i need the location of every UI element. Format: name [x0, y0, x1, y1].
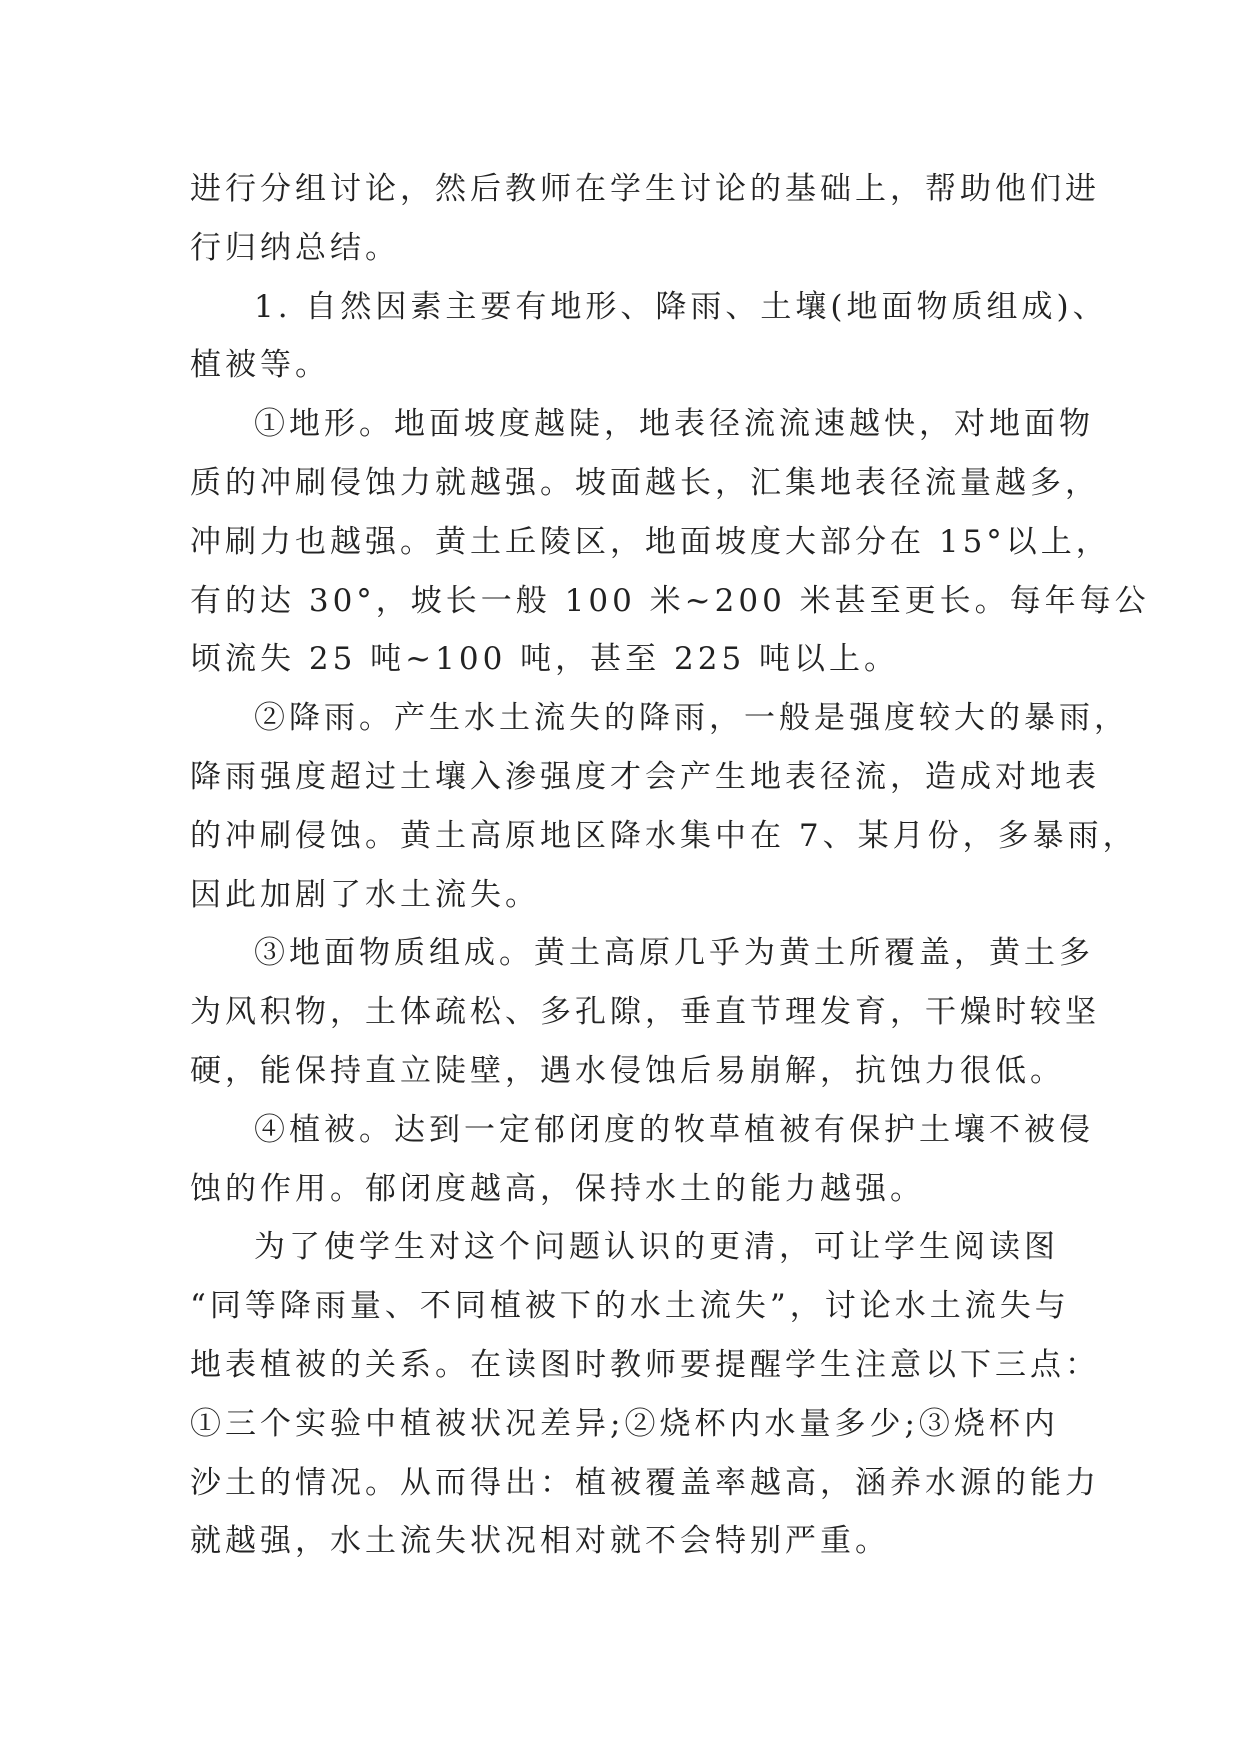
text-line: 有的达 30°，坡长一般 100 米~200 米甚至更长。每年每公	[190, 582, 1150, 619]
text-line: ②降雨。产生水土流失的降雨，一般是强度较大的暴雨，	[254, 700, 1129, 737]
text-line: 植被等。	[190, 347, 330, 384]
text-line: 冲刷力也越强。黄土丘陵区，地面坡度大部分在 15°以上，	[190, 523, 1111, 560]
text-line: 硬，能保持直立陡壁，遇水侵蚀后易崩解，抗蚀力很低。	[190, 1052, 1065, 1089]
text-line: 顷流失 25 吨~100 吨，甚至 225 吨以上。	[190, 641, 900, 678]
text-line: 蚀的作用。郁闭度越高，保持水土的能力越强。	[190, 1170, 925, 1207]
text-line: 的冲刷侵蚀。黄土高原地区降水集中在 7、某月份，多暴雨，	[190, 817, 1138, 854]
text-line: ①地形。地面坡度越陡，地表径流流速越快，对地面物	[254, 406, 1094, 443]
text-line: 1. 自然因素主要有地形、降雨、土壤(地面物质组成)、	[254, 288, 1108, 325]
text-line: 就越强，水土流失状况相对就不会特别严重。	[190, 1523, 890, 1560]
text-line: 地表植被的关系。在读图时教师要提醒学生注意以下三点：	[190, 1346, 1100, 1383]
body-text	[190, 160, 1150, 1571]
text-line: ①三个实验中植被状况差异;②烧杯内水量多少;③烧杯内	[190, 1405, 1059, 1442]
text-line: 为风积物，土体疏松、多孔隙，垂直节理发育，干燥时较坚	[190, 994, 1100, 1031]
text-line: “同等降雨量、不同植被下的水土流失”，讨论水土流失与	[190, 1288, 1070, 1325]
text-line: ③地面物质组成。黄土高原几乎为黄土所覆盖，黄土多	[254, 935, 1094, 972]
text-line: 降雨强度超过土壤入渗强度才会产生地表径流，造成对地表	[190, 758, 1100, 795]
text-line: 为了使学生对这个问题认识的更清，可让学生阅读图	[254, 1229, 1059, 1266]
text-line: 沙土的情况。从而得出：植被覆盖率越高，涵养水源的能力	[190, 1464, 1100, 1501]
text-line: 质的冲刷侵蚀力就越强。坡面越长，汇集地表径流量越多，	[190, 464, 1100, 501]
text-line: 因此加剧了水土流失。	[190, 876, 540, 913]
text-line: 行归纳总结。	[190, 229, 400, 266]
text-line: ④植被。达到一定郁闭度的牧草植被有保护土壤不被侵	[254, 1111, 1094, 1148]
text-line: 进行分组讨论，然后教师在学生讨论的基础上，帮助他们进	[190, 171, 1100, 207]
